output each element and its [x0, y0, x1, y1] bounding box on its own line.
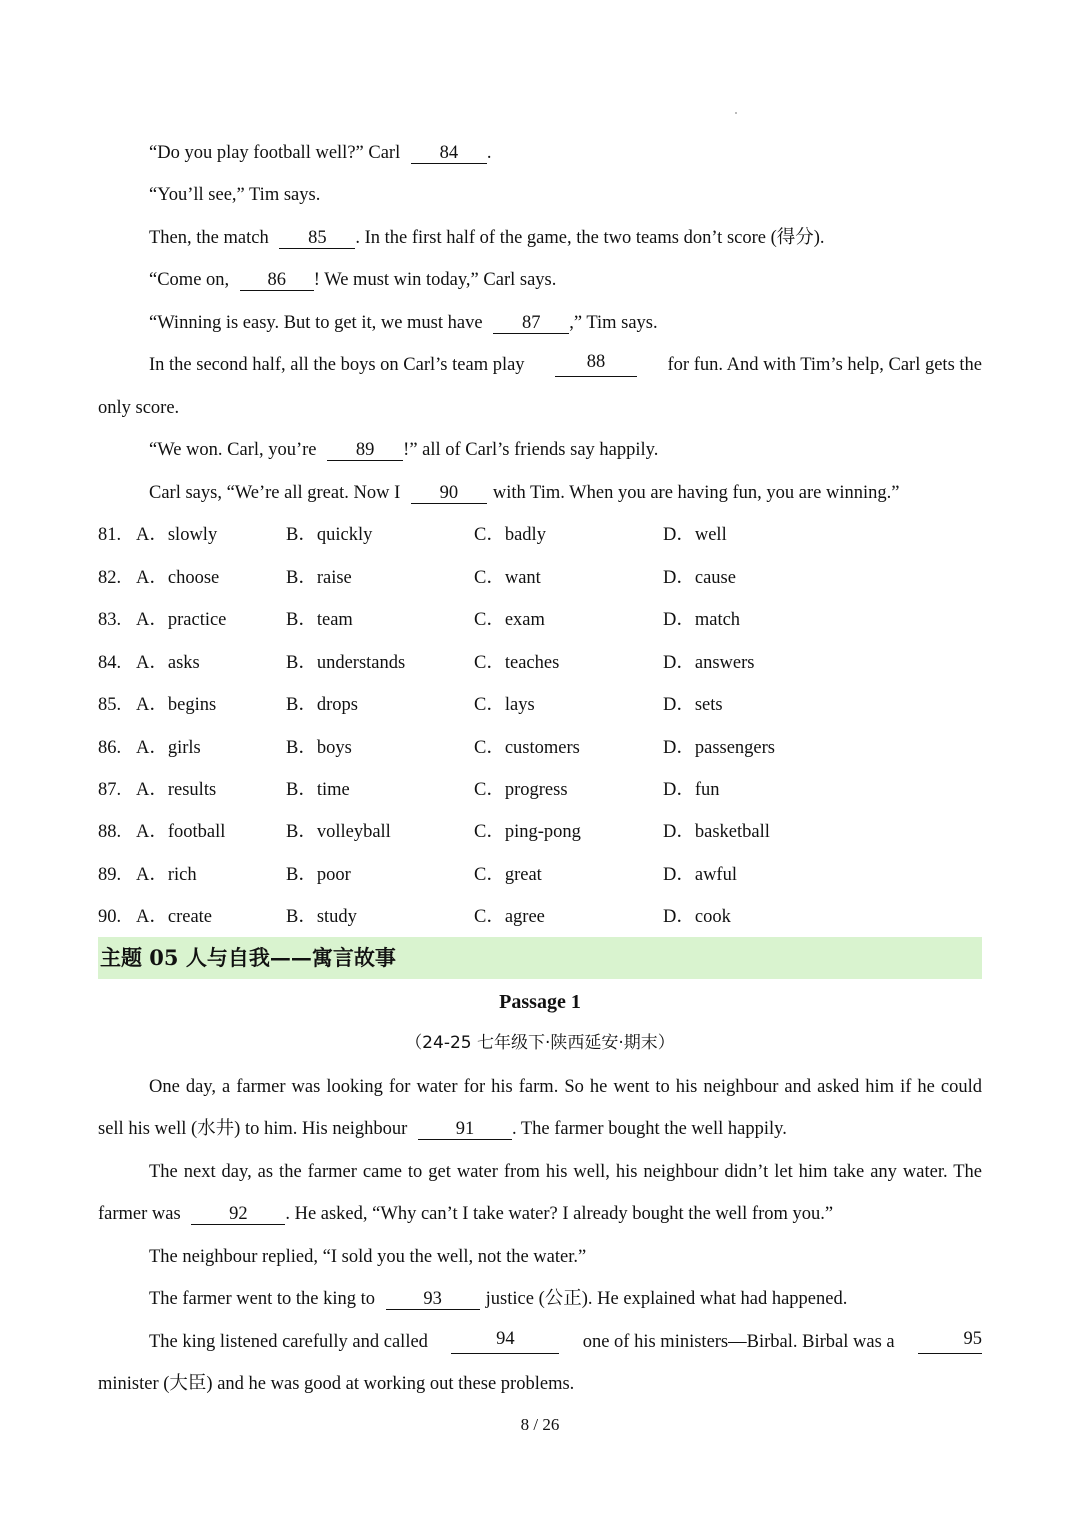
option-d: D．answers: [663, 653, 755, 673]
option-b: B．understands: [286, 653, 406, 673]
option-b: B．time: [286, 780, 350, 800]
option-b: B．volleyball: [286, 822, 391, 842]
blank-84: 84: [411, 144, 487, 164]
text: for fun. And with Tim’s help, Carl gets the: [667, 355, 982, 375]
text: The king listened carefully and called: [149, 1332, 428, 1352]
option-d: D．cook: [663, 907, 731, 927]
option-c: C．agree: [474, 907, 545, 927]
question-row: [98, 693, 982, 717]
question-row: [98, 820, 982, 844]
option-c: C．customers: [474, 738, 580, 758]
passage-line: [149, 481, 982, 505]
question-row: [98, 651, 982, 675]
text: “Winning is easy. But to get it, we must have: [149, 313, 483, 333]
text: The farmer went to the king to: [149, 1289, 376, 1309]
passage-line: [149, 438, 982, 462]
option-a: A．football: [136, 822, 226, 842]
question-row: [98, 778, 982, 802]
option-a: A．rich: [136, 865, 197, 885]
text: sell his well (水井) to him. His neighbour: [98, 1119, 408, 1139]
question-number: 81.: [98, 525, 122, 545]
page-number: 8 / 26: [520, 1415, 560, 1434]
option-a: A．asks: [136, 653, 200, 673]
option-c: C．exam: [474, 610, 545, 630]
question-row: [98, 608, 982, 632]
blank-95: 95: [918, 1330, 982, 1354]
option-c: C．progress: [474, 780, 568, 800]
option-c: C．badly: [474, 525, 546, 545]
option-c: C．want: [474, 568, 541, 588]
question-number: 89.: [98, 865, 122, 885]
blank-90: 90: [411, 484, 487, 504]
option-a: A．create: [136, 907, 213, 927]
option-a: A．choose: [136, 568, 220, 588]
passage-line: [149, 1287, 982, 1311]
passage-line: The neighbour replied, “I sold you the well, not the water.”: [149, 1247, 587, 1267]
passage-line: [149, 226, 982, 250]
question-number: 90.: [98, 907, 122, 927]
blank-85: 85: [279, 229, 355, 249]
passage-line: One day, a farmer was looking for water for his farm. So he went to his neighbour and asked him if he could: [149, 1077, 982, 1097]
option-c: C．great: [474, 865, 542, 885]
text: . In the first half of the game, the two teams don’t score (得分).: [355, 228, 825, 248]
option-c: C．lays: [474, 695, 535, 715]
option-d: D．match: [663, 610, 741, 630]
option-b: B．poor: [286, 865, 351, 885]
blank-91: 91: [418, 1120, 512, 1140]
option-b: B．raise: [286, 568, 352, 588]
passage-line: [98, 1117, 982, 1141]
question-number: 86.: [98, 738, 122, 758]
text: one of his ministers—Birbal. Birbal was a: [582, 1332, 895, 1352]
passage-line: [149, 141, 982, 165]
text: farmer was: [98, 1204, 181, 1224]
option-a: A．begins: [136, 695, 217, 715]
question-row: [98, 736, 982, 760]
passage-line: [149, 268, 982, 292]
question-row: [98, 523, 982, 547]
text: In the second half, all the boys on Carl’s team play: [149, 355, 525, 375]
option-b: B．drops: [286, 695, 358, 715]
option-d: D．basketball: [663, 822, 770, 842]
text: “We won. Carl, you’re: [149, 440, 317, 460]
blank-86: 86: [240, 271, 314, 291]
blank-93: 93: [386, 1290, 480, 1310]
text: justice (公正). He explained what had happened.: [485, 1289, 848, 1309]
passage-line: minister (大臣) and he was good at working out these problems.: [98, 1374, 575, 1394]
option-c: C．ping-pong: [474, 822, 581, 842]
option-a: A．practice: [136, 610, 227, 630]
question-number: 83.: [98, 610, 122, 630]
text: ,” Tim says.: [569, 313, 658, 333]
text: with Tim. When you are having fun, you are winning.”: [492, 483, 900, 503]
passage-line: [149, 1330, 982, 1354]
option-d: D．awful: [663, 865, 737, 885]
blank-88: 88: [555, 353, 637, 377]
section-banner: [98, 937, 982, 979]
question-number: 85.: [98, 695, 122, 715]
text: ! We must win today,” Carl says.: [313, 270, 557, 290]
passage-line: [149, 311, 982, 335]
blank-92: 92: [191, 1205, 285, 1225]
option-c: C．teaches: [474, 653, 560, 673]
passage-source: （24-25 七年级下·陕西延安·期末）: [405, 1033, 675, 1053]
option-d: D．cause: [663, 568, 736, 588]
scan-speck: [735, 112, 737, 114]
option-b: B．quickly: [286, 525, 373, 545]
option-b: B．study: [286, 907, 357, 927]
passage-line: [149, 353, 982, 377]
blank-87: 87: [493, 314, 569, 334]
section-heading: 主题 05 人与自我——寓言故事: [100, 945, 396, 970]
question-row: [98, 566, 982, 590]
text: . The farmer bought the well happily.: [511, 1119, 787, 1139]
option-a: A．girls: [136, 738, 201, 758]
passage-line: “You’ll see,” Tim says.: [149, 185, 321, 205]
blank-89: 89: [327, 441, 403, 461]
option-d: D．fun: [663, 780, 720, 800]
question-number: 87.: [98, 780, 122, 800]
question-number: 82.: [98, 568, 122, 588]
text: “Do you play football well?” Carl: [149, 143, 401, 163]
option-d: D．sets: [663, 695, 723, 715]
text: !” all of Carl’s friends say happily.: [403, 440, 659, 460]
passage-line: [98, 1202, 982, 1226]
option-b: B．team: [286, 610, 353, 630]
option-a: A．results: [136, 780, 217, 800]
option-d: D．well: [663, 525, 727, 545]
passage-line: only score.: [98, 398, 180, 418]
question-row: [98, 863, 982, 887]
question-number: 84.: [98, 653, 122, 673]
text: “Come on,: [149, 270, 230, 290]
option-d: D．passengers: [663, 738, 776, 758]
text: Carl says, “We’re all great. Now I: [149, 483, 401, 503]
question-row: [98, 905, 982, 929]
question-number: 88.: [98, 822, 122, 842]
option-b: B．boys: [286, 738, 352, 758]
passage-line: The next day, as the farmer came to get water from his well, his neighbour didn’t let him take any water. The: [149, 1162, 982, 1182]
text: Then, the match: [149, 228, 269, 248]
text: .: [486, 143, 492, 163]
option-a: A．slowly: [136, 525, 218, 545]
passage-title: Passage 1: [499, 991, 581, 1013]
text: . He asked, “Why can’t I take water? I already bought the well from you.”: [285, 1204, 834, 1224]
blank-94: 94: [451, 1330, 559, 1354]
